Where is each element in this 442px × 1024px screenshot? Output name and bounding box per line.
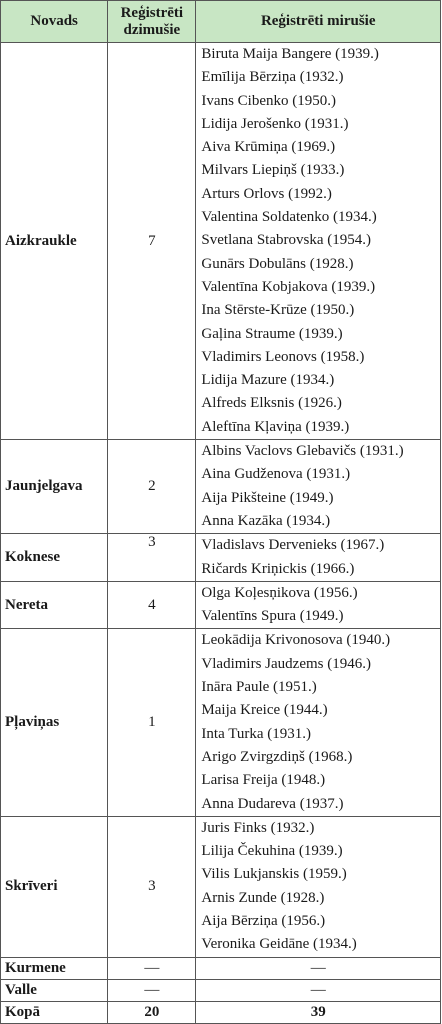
deceased-count-cell: — [196,979,441,1001]
deceased-name: Anna Kazāka (1934.) [201,512,331,529]
deceased-name: Ināra Paule (1951.) [201,679,317,696]
deceased-name: Valentīns Spura (1949.) [201,608,344,625]
deceased-list-cell [196,534,441,582]
deceased-name: Aina Gudženova (1931.) [201,466,351,483]
deceased-name: Ina Stērste-Krūze (1950.) [201,302,355,319]
deceased-name: Vilis Lukjanskis (1959.) [201,866,347,883]
total-label: Kopā [1,1001,108,1023]
header-dead: Reģistrēti mirušie [196,1,441,43]
novads-cell: Valle [1,979,108,1001]
born-count-cell: 3 [108,534,196,582]
novads-cell: Pļaviņas [1,629,108,816]
novads-cell: Koknese [1,534,108,582]
header-row [1,1,441,43]
deceased-name: Inta Turka (1931.) [201,725,311,742]
deceased-name: Lilija Čekuhina (1939.) [201,843,343,860]
table-row [1,979,441,1001]
deceased-count-cell: — [196,957,441,979]
deceased-name: Leokādija Krivonosova (1940.) [201,632,391,649]
novads-cell: Nereta [1,581,108,629]
deceased-name: Aija Bērziņa (1956.) [201,912,326,929]
deceased-list-cell [196,629,441,816]
table-row [1,816,441,957]
deceased-name: Emīlija Bērziņa (1932.) [201,69,344,86]
deceased-name: Valentina Soldatenko (1934.) [201,209,377,226]
deceased-name: Biruta Maija Bangere (1939.) [201,46,379,62]
novads-cell: Kurmene [1,957,108,979]
table-row [1,581,441,629]
deceased-name: Lidija Jerošenko (1931.) [201,115,349,132]
deceased-name: Ivans Cibenko (1950.) [201,92,336,109]
deceased-name: Juris Finks (1932.) [201,819,315,836]
table-row [1,43,441,440]
deceased-name: Maija Kreice (1944.) [201,702,328,719]
deceased-name: Aleftīna Kļaviņa (1939.) [201,418,350,435]
deceased-name: Milvars Liepiņš (1933.) [201,162,345,179]
header-novads: Novads [1,1,108,43]
born-count-cell: 1 [108,629,196,816]
deceased-name: Alfreds Elksnis (1926.) [201,395,342,412]
deceased-name: Arturs Orlovs (1992.) [201,185,332,202]
table-row [1,629,441,816]
total-row [1,1001,441,1023]
table-row [1,534,441,582]
deceased-list-cell [196,440,441,534]
born-count-cell: 3 [108,816,196,957]
deceased-name: Anna Dudareva (1937.) [201,795,344,812]
deceased-name: Veronika Geidāne (1934.) [201,936,357,953]
deceased-name: Ričards Kriņickis (1966.) [201,560,355,577]
deceased-name: Vladimirs Leonovs (1958.) [201,348,365,365]
born-count-cell: — [108,979,196,1001]
deceased-name: Vladimirs Jaudzems (1946.) [201,655,371,672]
deceased-name: Aiva Krūmiņa (1969.) [201,139,336,156]
deceased-name: Vladislavs Dervenieks (1967.) [201,537,385,554]
total-born: 20 [108,1001,196,1023]
table-row [1,957,441,979]
novads-cell: Skrīveri [1,816,108,957]
deceased-name: Valentīna Kobjakova (1939.) [201,278,376,295]
deceased-name: Svetlana Stabrovska (1954.) [201,232,371,249]
deceased-list-cell [196,43,441,440]
born-count-cell: 2 [108,440,196,534]
deceased-name: Aija Pikšteine (1949.) [201,489,334,506]
deceased-name: Gaļina Straume (1939.) [201,325,343,342]
deceased-name: Olga Koļesņikova (1956.) [201,584,358,601]
born-count-cell: 4 [108,581,196,629]
deceased-name: Lidija Mazure (1934.) [201,372,335,389]
deceased-list-cell [196,581,441,629]
deceased-name: Larisa Freija (1948.) [201,772,326,789]
deceased-name: Albins Vaclovs Glebavičs (1931.) [201,443,404,460]
deceased-name: Arigo Zvirgzdiņš (1968.) [201,748,353,765]
total-dead: 39 [196,1001,441,1023]
born-count-cell: 7 [108,43,196,440]
deceased-name: Arnis Zunde (1928.) [201,889,325,906]
deceased-name: Gunārs Dobulāns (1928.) [201,255,354,272]
table-body [1,43,441,1024]
novads-cell: Jaunjelgava [1,440,108,534]
deceased-list-cell [196,816,441,957]
novads-cell: Aizkraukle [1,43,108,440]
header-born: Reģistrēti dzimušie [108,1,196,43]
born-count-cell: — [108,957,196,979]
table-row [1,440,441,534]
